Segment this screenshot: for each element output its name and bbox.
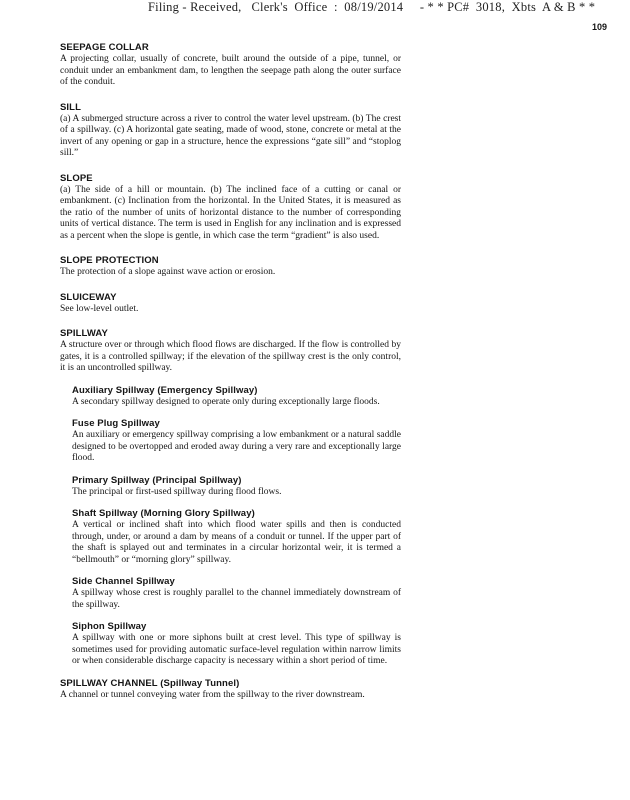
entry-term: SLOPE <box>60 172 93 184</box>
sub-entry-definition: A vertical or inclined shaft into which flood water spills and then is conducted through, under, or around a dam by means of a conduit or tunnel. If the upper part of the shaft is splayed out and terminates in a circular horizontal weir, it is termed a “bellmouth” or “morning glory” spillway. <box>72 520 401 565</box>
entry-definition: A projecting collar, usually of concrete, built around the outside of a pipe, tunnel, or conduit under an embankment dam, to lengthen the seepage path along the outer surface of the conduit. <box>60 54 401 87</box>
sub-entry-primary-spillway <box>72 475 401 499</box>
glossary-entry-sill <box>60 102 401 160</box>
sub-entry-auxiliary-spillway <box>72 385 401 409</box>
entry-term: SLOPE PROTECTION <box>60 255 159 266</box>
glossary-entry-spillway-channel <box>60 678 401 702</box>
sub-entry-term: Fuse Plug Spillway <box>72 418 160 429</box>
glossary-entry-sluiceway <box>60 292 401 316</box>
entry-definition: The protection of a slope against wave action or erosion. <box>60 267 276 277</box>
sub-entry-definition: A secondary spillway designed to operate only during exceptionally large floods. <box>72 396 380 407</box>
sub-entry-term: Shaft Spillway (Morning Glory Spillway) <box>72 508 255 519</box>
sub-entry-term: Auxiliary Spillway (Emergency Spillway) <box>72 384 258 396</box>
sub-entry-definition: The principal or first-used spillway during flood flows. <box>72 486 282 497</box>
entry-term: SLUICEWAY <box>60 291 117 303</box>
entry-term: SPILLWAY <box>60 328 108 339</box>
sub-entry-definition: A spillway with one or more siphons built at crest level. This type of spillway is sometimes used for providing automatic surface-level regulation within narrow limits or when considerable discharge capacity is necessary within a short period of time. <box>72 633 401 666</box>
entry-definition: (a) The side of a hill or mountain. (b) The inclined face of a cutting or canal or embankment. (c) Inclination from the horizontal. In the United States, it is measured as the ratio of the number of units of horizontal distance to the number of corresponding units of vertical distance. The term is used in English for any inclination and is expressed as a percent when the slope is gentle, in which case the term “gradient” is also used. <box>60 184 401 241</box>
glossary-entry-spillway <box>60 328 401 668</box>
sub-entry-fuse-plug-spillway <box>72 418 401 465</box>
filing-stamp: Filing - Received, Clerk's Office : 08/19/2014 - * * PC# 3018, Xbts A & B * * <box>148 0 596 14</box>
sub-entry-side-channel-spillway <box>72 576 401 611</box>
entry-term: SILL <box>60 101 81 113</box>
sub-entry-term: Side Channel Spillway <box>72 576 175 587</box>
sub-entry-term: Primary Spillway (Principal Spillway) <box>72 474 242 486</box>
entry-term: SEEPAGE COLLAR <box>60 42 149 53</box>
sub-entry-shaft-spillway <box>72 508 401 566</box>
glossary-content <box>60 42 401 711</box>
glossary-entry-slope <box>60 173 401 243</box>
entry-definition: See low-level outlet. <box>60 303 139 314</box>
entry-term: SPILLWAY CHANNEL (Spillway Tunnel) <box>60 677 240 689</box>
sub-entry-siphon-spillway <box>72 621 401 668</box>
sub-entry-definition: A spillway whose crest is roughly parallel to the channel immediately downstream of the spillway. <box>72 588 401 610</box>
entry-definition: (a) A submerged structure across a river to control the water level upstream. (b) The crest of a spillway. (c) A horizontal gate seating, made of wood, stone, concrete or metal at the invert of any opening or gap in a structure, hence the expressions “gate sill” and “stoplog sill.” <box>60 113 401 158</box>
glossary-entry-slope-protection <box>60 255 401 279</box>
page-number: 109 <box>591 22 607 32</box>
sub-entry-term: Siphon Spillway <box>72 621 147 632</box>
entry-definition: A structure over or through which flood flows are discharged. If the flow is controlled by gates, it is a controlled spillway; if the elevation of the spillway crest is the only control, it is an uncontrolled spillway. <box>60 340 401 373</box>
sub-entry-definition: An auxiliary or emergency spillway comprising a low embankment or a natural saddle designed to be overtopped and eroded away during a very rare and exceptionally large flood. <box>72 430 401 463</box>
glossary-entry-seepage-collar <box>60 42 401 89</box>
entry-definition: A channel or tunnel conveying water from the spillway to the river downstream. <box>60 689 365 700</box>
